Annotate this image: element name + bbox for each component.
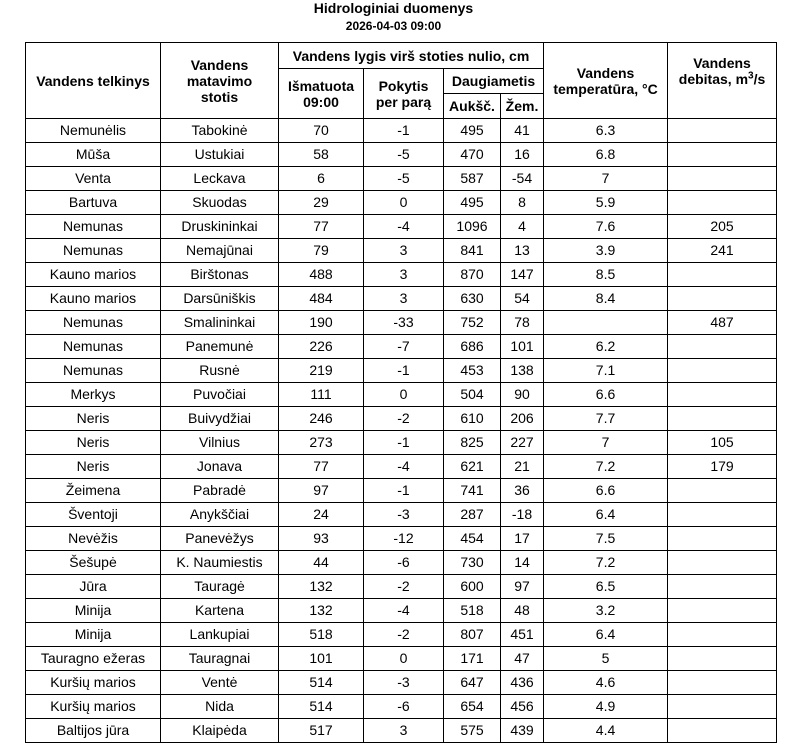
- header-zem: Žem.: [501, 94, 544, 119]
- cell-temp: 8.4: [544, 287, 668, 311]
- cell-temp: 6.2: [544, 335, 668, 359]
- cell-ismatuota: 132: [279, 575, 364, 599]
- cell-temp: 4.9: [544, 695, 668, 719]
- cell-auksc: 730: [444, 551, 501, 575]
- cell-ismatuota: 219: [279, 359, 364, 383]
- cell-temp: 8.5: [544, 263, 668, 287]
- table-row: [26, 359, 777, 383]
- cell-debitas: [668, 527, 777, 551]
- cell-telkinys: Kuršių marios: [26, 695, 161, 719]
- cell-debitas: [668, 191, 777, 215]
- cell-auksc: 600: [444, 575, 501, 599]
- cell-temp: 7: [544, 167, 668, 191]
- cell-auksc: 575: [444, 719, 501, 743]
- cell-auksc: 752: [444, 311, 501, 335]
- cell-telkinys: Nemunas: [26, 239, 161, 263]
- table-row: [26, 599, 777, 623]
- cell-ismatuota: 517: [279, 719, 364, 743]
- cell-ismatuota: 226: [279, 335, 364, 359]
- header-temperatura: Vandens temperatūra, °C: [544, 43, 668, 119]
- cell-ismatuota: 273: [279, 431, 364, 455]
- cell-telkinys: Nemunas: [26, 335, 161, 359]
- cell-pokytis: -4: [364, 455, 444, 479]
- table-row: [26, 647, 777, 671]
- cell-pokytis: 3: [364, 263, 444, 287]
- cell-zem: 97: [501, 575, 544, 599]
- cell-debitas: [668, 599, 777, 623]
- cell-debitas: [668, 551, 777, 575]
- cell-temp: 6.8: [544, 143, 668, 167]
- cell-debitas: [668, 623, 777, 647]
- cell-temp: 6.6: [544, 383, 668, 407]
- cell-stotis: Druskininkai: [161, 215, 279, 239]
- cell-pokytis: -12: [364, 527, 444, 551]
- cell-debitas: 105: [668, 431, 777, 455]
- header-daugiametis: Daugiametis: [444, 69, 544, 94]
- cell-zem: 17: [501, 527, 544, 551]
- cell-pokytis: 0: [364, 647, 444, 671]
- cell-temp: 3.9: [544, 239, 668, 263]
- cell-stotis: Smalininkai: [161, 311, 279, 335]
- cell-ismatuota: 111: [279, 383, 364, 407]
- cell-pokytis: -3: [364, 671, 444, 695]
- cell-zem: 54: [501, 287, 544, 311]
- cell-ismatuota: 93: [279, 527, 364, 551]
- table-row: [26, 263, 777, 287]
- cell-zem: 48: [501, 599, 544, 623]
- cell-ismatuota: 488: [279, 263, 364, 287]
- cell-pokytis: 0: [364, 383, 444, 407]
- header-ismatuota: Išmatuota 09:00: [279, 69, 364, 119]
- cell-ismatuota: 514: [279, 695, 364, 719]
- table-row: [26, 431, 777, 455]
- cell-pokytis: -1: [364, 479, 444, 503]
- cell-stotis: Ustukiai: [161, 143, 279, 167]
- cell-debitas: [668, 167, 777, 191]
- table-row: [26, 167, 777, 191]
- cell-stotis: Panevėžys: [161, 527, 279, 551]
- cell-auksc: 807: [444, 623, 501, 647]
- table-row: [26, 695, 777, 719]
- cell-telkinys: Merkys: [26, 383, 161, 407]
- cell-debitas: 179: [668, 455, 777, 479]
- cell-pokytis: 0: [364, 191, 444, 215]
- cell-zem: 47: [501, 647, 544, 671]
- cell-auksc: 686: [444, 335, 501, 359]
- cell-ismatuota: 190: [279, 311, 364, 335]
- cell-telkinys: Nemunas: [26, 311, 161, 335]
- report-date: 2026-04-03 09:00: [345, 19, 442, 33]
- cell-zem: 16: [501, 143, 544, 167]
- cell-pokytis: -7: [364, 335, 444, 359]
- cell-zem: 13: [501, 239, 544, 263]
- cell-debitas: [668, 119, 777, 143]
- cell-pokytis: -1: [364, 431, 444, 455]
- cell-stotis: Nida: [161, 695, 279, 719]
- cell-temp: 6.5: [544, 575, 668, 599]
- cell-ismatuota: 58: [279, 143, 364, 167]
- cell-telkinys: Nemunėlis: [26, 119, 161, 143]
- cell-temp: 7.6: [544, 215, 668, 239]
- cell-auksc: 1096: [444, 215, 501, 239]
- cell-auksc: 504: [444, 383, 501, 407]
- cell-pokytis: 3: [364, 287, 444, 311]
- cell-ismatuota: 514: [279, 671, 364, 695]
- cell-telkinys: Nemunas: [26, 215, 161, 239]
- table-body: [26, 119, 777, 743]
- table-row: [26, 719, 777, 743]
- cell-auksc: 453: [444, 359, 501, 383]
- cell-debitas: [668, 359, 777, 383]
- table-row: [26, 287, 777, 311]
- cell-ismatuota: 484: [279, 287, 364, 311]
- cell-stotis: Rusnė: [161, 359, 279, 383]
- cell-pokytis: -1: [364, 359, 444, 383]
- cell-auksc: 610: [444, 407, 501, 431]
- table-row: [26, 143, 777, 167]
- cell-pokytis: -1: [364, 119, 444, 143]
- cell-telkinys: Kauno marios: [26, 287, 161, 311]
- cell-stotis: Kartena: [161, 599, 279, 623]
- cell-telkinys: Žeimena: [26, 479, 161, 503]
- page-title: Hidrologiniai duomenys: [313, 0, 474, 16]
- cell-stotis: Klaipėda: [161, 719, 279, 743]
- cell-pokytis: -5: [364, 167, 444, 191]
- cell-auksc: 171: [444, 647, 501, 671]
- table-row: [26, 191, 777, 215]
- table-row: [26, 239, 777, 263]
- cell-zem: 36: [501, 479, 544, 503]
- cell-ismatuota: 246: [279, 407, 364, 431]
- cell-pokytis: -6: [364, 551, 444, 575]
- cell-auksc: 841: [444, 239, 501, 263]
- cell-zem: 227: [501, 431, 544, 455]
- cell-temp: 7.7: [544, 407, 668, 431]
- cell-zem: 436: [501, 671, 544, 695]
- cell-stotis: Lankupiai: [161, 623, 279, 647]
- cell-pokytis: -3: [364, 503, 444, 527]
- cell-telkinys: Neris: [26, 431, 161, 455]
- cell-ismatuota: 97: [279, 479, 364, 503]
- header-debitas-suffix: /s: [753, 71, 766, 87]
- cell-debitas: [668, 647, 777, 671]
- header-auksc: Aukšč.: [444, 94, 501, 119]
- cell-telkinys: Jūra: [26, 575, 161, 599]
- cell-zem: 456: [501, 695, 544, 719]
- table-row: [26, 527, 777, 551]
- cell-zem: 14: [501, 551, 544, 575]
- cell-temp: 4.4: [544, 719, 668, 743]
- table-row: [26, 671, 777, 695]
- cell-zem: 78: [501, 311, 544, 335]
- cell-auksc: 654: [444, 695, 501, 719]
- cell-debitas: [668, 407, 777, 431]
- cell-zem: 4: [501, 215, 544, 239]
- cell-stotis: Tabokinė: [161, 119, 279, 143]
- cell-debitas: [668, 383, 777, 407]
- cell-pokytis: -6: [364, 695, 444, 719]
- cell-debitas: [668, 719, 777, 743]
- cell-temp: 7.5: [544, 527, 668, 551]
- cell-zem: 8: [501, 191, 544, 215]
- cell-temp: 6.4: [544, 503, 668, 527]
- cell-telkinys: Neris: [26, 407, 161, 431]
- cell-auksc: 647: [444, 671, 501, 695]
- cell-debitas: 487: [668, 311, 777, 335]
- cell-ismatuota: 77: [279, 215, 364, 239]
- cell-stotis: Darsūniškis: [161, 287, 279, 311]
- cell-temp: 7.1: [544, 359, 668, 383]
- cell-telkinys: Kauno marios: [26, 263, 161, 287]
- cell-stotis: Tauragė: [161, 575, 279, 599]
- table-row: [26, 455, 777, 479]
- cell-debitas: [668, 143, 777, 167]
- header-telkinys: Vandens telkinys: [26, 43, 161, 119]
- cell-ismatuota: 101: [279, 647, 364, 671]
- cell-telkinys: Minija: [26, 599, 161, 623]
- cell-stotis: Tauragnai: [161, 647, 279, 671]
- cell-ismatuota: 518: [279, 623, 364, 647]
- table-row: [26, 383, 777, 407]
- cell-temp: 6.6: [544, 479, 668, 503]
- cell-temp: 5.9: [544, 191, 668, 215]
- cell-debitas: [668, 335, 777, 359]
- cell-auksc: 587: [444, 167, 501, 191]
- cell-telkinys: Nevėžis: [26, 527, 161, 551]
- cell-pokytis: -2: [364, 407, 444, 431]
- cell-stotis: Buivydžiai: [161, 407, 279, 431]
- cell-stotis: Anykščiai: [161, 503, 279, 527]
- table-row: [26, 503, 777, 527]
- cell-zem: 147: [501, 263, 544, 287]
- header-stotis: Vandens matavimo stotis: [161, 43, 279, 119]
- cell-zem: -54: [501, 167, 544, 191]
- cell-zem: 206: [501, 407, 544, 431]
- table-row: [26, 335, 777, 359]
- cell-debitas: [668, 575, 777, 599]
- cell-ismatuota: 6: [279, 167, 364, 191]
- cell-ismatuota: 77: [279, 455, 364, 479]
- cell-debitas: [668, 263, 777, 287]
- cell-stotis: Panemunė: [161, 335, 279, 359]
- cell-stotis: Pabradė: [161, 479, 279, 503]
- table-row: [26, 551, 777, 575]
- cell-temp: 4.6: [544, 671, 668, 695]
- cell-telkinys: Neris: [26, 455, 161, 479]
- cell-debitas: [668, 503, 777, 527]
- cell-pokytis: -2: [364, 575, 444, 599]
- cell-auksc: 495: [444, 119, 501, 143]
- cell-zem: 451: [501, 623, 544, 647]
- cell-stotis: Puvočiai: [161, 383, 279, 407]
- cell-telkinys: Šventoji: [26, 503, 161, 527]
- cell-stotis: K. Naumiestis: [161, 551, 279, 575]
- cell-auksc: 287: [444, 503, 501, 527]
- cell-ismatuota: 132: [279, 599, 364, 623]
- cell-zem: 21: [501, 455, 544, 479]
- cell-auksc: 870: [444, 263, 501, 287]
- cell-temp: 6.3: [544, 119, 668, 143]
- cell-telkinys: Mūša: [26, 143, 161, 167]
- cell-auksc: 621: [444, 455, 501, 479]
- cell-pokytis: -33: [364, 311, 444, 335]
- cell-zem: -18: [501, 503, 544, 527]
- cell-temp: 6.4: [544, 623, 668, 647]
- cell-debitas: 241: [668, 239, 777, 263]
- cell-temp: 7.2: [544, 551, 668, 575]
- cell-debitas: 205: [668, 215, 777, 239]
- cell-debitas: [668, 695, 777, 719]
- cell-pokytis: -4: [364, 215, 444, 239]
- cell-telkinys: Kuršių marios: [26, 671, 161, 695]
- cell-ismatuota: 44: [279, 551, 364, 575]
- cell-temp: 7.2: [544, 455, 668, 479]
- cell-debitas: [668, 671, 777, 695]
- cell-zem: 41: [501, 119, 544, 143]
- cell-auksc: 825: [444, 431, 501, 455]
- cell-stotis: Ventė: [161, 671, 279, 695]
- table-row: [26, 311, 777, 335]
- cell-telkinys: Šešupė: [26, 551, 161, 575]
- cell-telkinys: Minija: [26, 623, 161, 647]
- cell-temp: 5: [544, 647, 668, 671]
- cell-ismatuota: 29: [279, 191, 364, 215]
- header-pokytis: Pokytis per parą: [364, 69, 444, 119]
- table-row: [26, 623, 777, 647]
- cell-telkinys: Nemunas: [26, 359, 161, 383]
- cell-auksc: 495: [444, 191, 501, 215]
- table-row: [26, 215, 777, 239]
- cell-ismatuota: 70: [279, 119, 364, 143]
- table-row: [26, 479, 777, 503]
- cell-auksc: 454: [444, 527, 501, 551]
- cell-pokytis: 3: [364, 239, 444, 263]
- cell-stotis: Jonava: [161, 455, 279, 479]
- cell-pokytis: 3: [364, 719, 444, 743]
- cell-auksc: 518: [444, 599, 501, 623]
- cell-temp: 3.2: [544, 599, 668, 623]
- cell-ismatuota: 24: [279, 503, 364, 527]
- table-row: [26, 575, 777, 599]
- cell-telkinys: Tauragno ežeras: [26, 647, 161, 671]
- cell-telkinys: Bartuva: [26, 191, 161, 215]
- cell-pokytis: -2: [364, 623, 444, 647]
- cell-zem: 138: [501, 359, 544, 383]
- cell-ismatuota: 79: [279, 239, 364, 263]
- cell-zem: 101: [501, 335, 544, 359]
- cell-temp: [544, 311, 668, 335]
- header-lygis-group: Vandens lygis virš stoties nulio, cm: [279, 43, 544, 69]
- cell-auksc: 741: [444, 479, 501, 503]
- cell-auksc: 630: [444, 287, 501, 311]
- hydrology-table: [25, 42, 777, 743]
- header-debitas-sup: 3: [748, 70, 754, 82]
- header-debitas-prefix: Vandens debitas, m: [678, 55, 751, 87]
- cell-stotis: Skuodas: [161, 191, 279, 215]
- cell-telkinys: Baltijos jūra: [26, 719, 161, 743]
- cell-pokytis: -4: [364, 599, 444, 623]
- cell-stotis: Vilnius: [161, 431, 279, 455]
- cell-debitas: [668, 479, 777, 503]
- cell-telkinys: Venta: [26, 167, 161, 191]
- cell-zem: 90: [501, 383, 544, 407]
- table-row: [26, 407, 777, 431]
- table-row: [26, 119, 777, 143]
- cell-stotis: Leckava: [161, 167, 279, 191]
- header-debitas: [668, 43, 777, 119]
- cell-debitas: [668, 287, 777, 311]
- cell-auksc: 470: [444, 143, 501, 167]
- cell-pokytis: -5: [364, 143, 444, 167]
- cell-stotis: Nemajūnai: [161, 239, 279, 263]
- cell-stotis: Birštonas: [161, 263, 279, 287]
- cell-zem: 439: [501, 719, 544, 743]
- cell-temp: 7: [544, 431, 668, 455]
